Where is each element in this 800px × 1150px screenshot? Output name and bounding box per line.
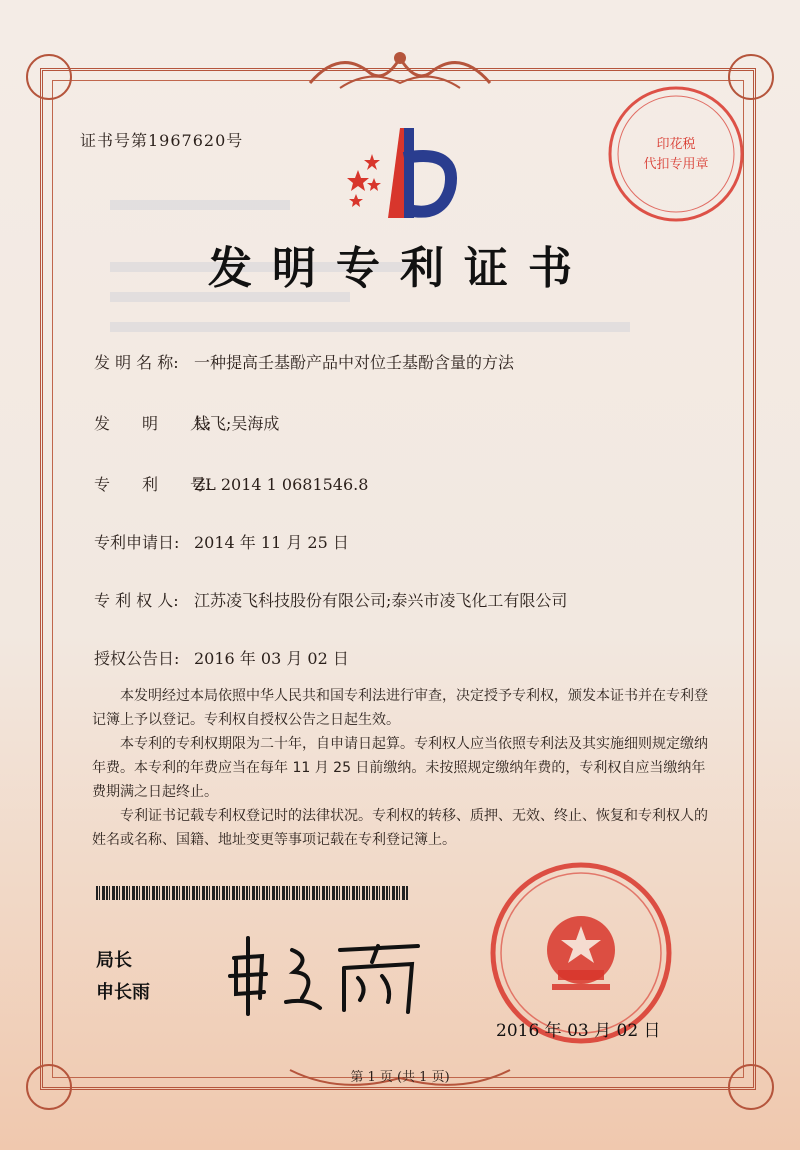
- field-label: 专利申请日:: [94, 533, 180, 552]
- field-label: 发 明 名 称:: [94, 353, 179, 372]
- certificate-number: 证书号第1967620号: [80, 131, 244, 150]
- director-signature: [222, 928, 432, 1018]
- corner-ornament: [26, 54, 72, 100]
- field-label: 专 利 号:: [94, 475, 212, 494]
- field-invention-name: [94, 350, 514, 373]
- field-label: 授权公告日:: [94, 649, 180, 668]
- field-value: 钱飞;吴海成: [194, 414, 280, 433]
- stamp-duty-seal: [604, 82, 748, 226]
- field-filing-date: [94, 530, 349, 553]
- field-value: 2014 年 11 月 25 日: [194, 533, 349, 552]
- field-label: 专 利 权 人:: [94, 591, 179, 610]
- seal-date: 2016 年 03 月 02 日: [496, 1021, 661, 1041]
- director-title: 局长: [96, 950, 132, 971]
- paragraph-grant: 本发明经过本局依照中华人民共和国专利法进行审查，决定授予专利权，颁发本证书并在专利登记簿上予以登记。专利权自授权公告之日起生效。: [92, 688, 708, 728]
- paragraph-term: 本专利的专利权期限为二十年，自申请日起算。专利权人应当依照专利法及其实施细则规定缴纳年费。本专利的年费应当在每年 11 月 25 日前缴纳。未按照规定缴纳年费的，专利权自应当缴纳年费期满之日起终止。: [92, 736, 708, 800]
- field-value: 江苏凌飞科技股份有限公司;泰兴市凌飞化工有限公司: [194, 591, 568, 610]
- patent-office-logo: [338, 118, 468, 228]
- field-label: 发 明 人:: [94, 414, 212, 433]
- page-number: 第 1 页 (共 1 页): [350, 1070, 450, 1085]
- field-value: ZL 2014 1 0681546.8: [194, 475, 369, 494]
- field-grant-date: [94, 646, 349, 669]
- field-inventor: [94, 411, 279, 434]
- field-value: 一种提高壬基酚产品中对位壬基酚含量的方法: [194, 353, 515, 372]
- small-seal-line: 印花税: [656, 137, 696, 152]
- certificate-title: 发明专利证书: [208, 243, 592, 294]
- director-name: 申长雨: [96, 982, 150, 1003]
- field-value: 2016 年 03 月 02 日: [194, 649, 349, 668]
- paragraph-legal-status: 专利证书记载专利权登记时的法律状况。专利权的转移、质押、无效、终止、恢复和专利权人的姓名或名称、国籍、地址变更等事项记载在专利登记簿上。: [92, 808, 708, 848]
- field-patentee: [94, 588, 567, 611]
- barcode: [96, 886, 408, 900]
- field-patent-number: [94, 472, 368, 495]
- small-seal-line: 代扣专用章: [643, 157, 709, 172]
- top-ornament: [300, 38, 500, 98]
